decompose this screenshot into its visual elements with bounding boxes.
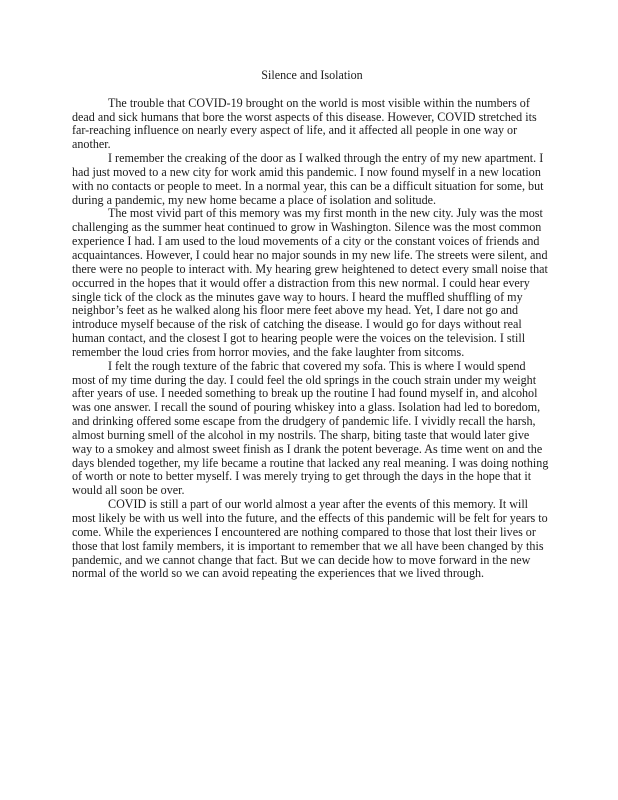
paragraph-new-apartment: I remember the creaking of the door as I walked through the entry of my new apartment. I had just moved to a new city for work amid this pandemic. I now found myself in a new location with no contacts or people to meet. In a normal year, this can be a difficult situation for some, but during a pandemic, my new home became a place of isolation and solitude. xyxy=(72,151,544,207)
paragraph-sofa: I felt the rough texture of the fabric that covered my sofa. This is where I would spend most of my time during the day. I could feel the old springs in the couch strain under my weight after years of use. I needed something to break up the routine I had found myself in, and alcohol was one answer. I recall the sound of pouring whiskey into a glass. Isolation had led to boredom, and drinking offered some escape from the drudgery of pandemic life. I vividly recall the harsh, almost burning smell of the alcohol in my nostrils. The sharp, biting taste that would later give way to a smokey and almost sweet finish as I drank the potent beverage. As time went on and the days blended together, my life became a routine that lacked any real meaning. I was doing nothing of worth or note to better myself. I was merely trying to get through the days in the hope that it would all soon be over. xyxy=(72,358,549,498)
document-page xyxy=(72,69,552,581)
paragraph-conclusion: COVID is still a part of our world almost a year after the events of this memory. It will most likely be with us well into the future, and the effects of this pandemic will be felt for years to come. While the experiences I encountered are nothing compared to those that lost their lives or those that lost family members, it is important to remember that we all have been changed by this pandemic, and we cannot change that fact. But we can decide how to move forward in the new normal of the world so we can avoid repeating the experiences that we lived through. xyxy=(72,497,548,581)
paragraph-first-month: The most vivid part of this memory was my first month in the new city. July was the most challenging as the summer heat continued to grow in Washington. Silence was the most common experience I had. I am used to the loud movements of a city or the constant voices of friends and acquaintances. However, I could hear no major sounds in my new life. The streets were silent, and there were no people to interact with. My hearing grew heightened to detect every small noise that occurred in the hopes that it would offer a distraction from this new normal. I could hear every single tick of the clock as the minutes gave way to hours. I heard the muffled shuffling of my neighbor’s feet as he walked along his floor mere feet above my head. Yet, I dare not go and introduce myself because of the risk of catching the disease. I would go for days without real human contact, and the closest I got to hearing people were the voices on the television. I still remember the loud cries from horror movies, and the fake laughter from sitcoms. xyxy=(72,206,548,359)
paragraph-intro: The trouble that COVID-19 brought on the world is most visible within the numbers of dead and sick humans that bore the worst aspects of this disease. However, COVID stretched its far-reaching influence on nearly every aspect of life, and it affected all people in one way or another. xyxy=(72,95,537,152)
document-title: Silence and Isolation xyxy=(261,68,363,82)
